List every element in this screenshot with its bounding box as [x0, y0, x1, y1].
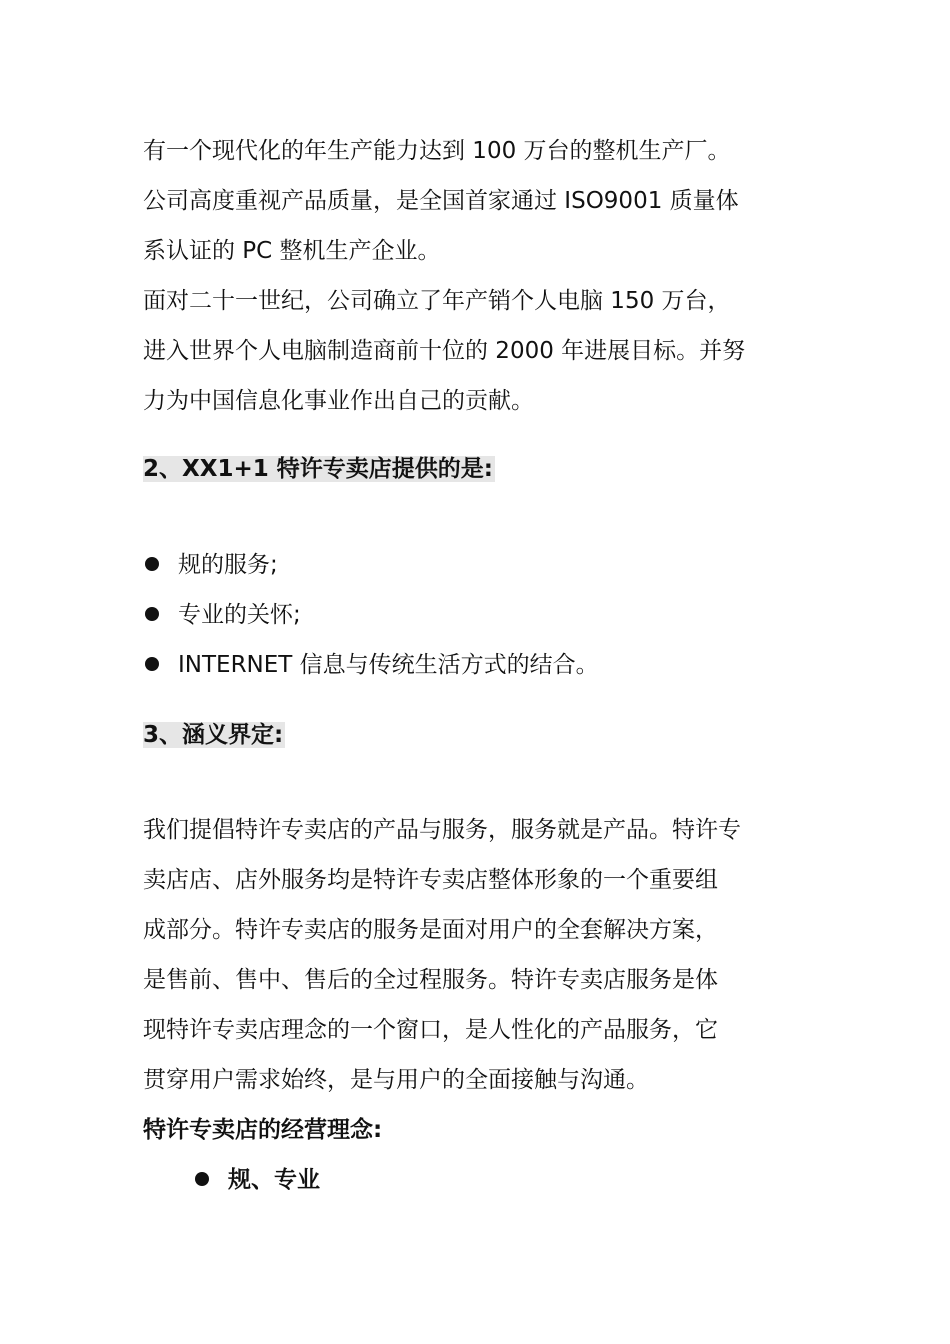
bullet-text: 规的服务;	[178, 552, 278, 578]
business-philosophy-heading: 特许专卖店的经营理念:	[143, 1117, 383, 1143]
section-2-bullet-1	[145, 549, 278, 581]
bullet-dot-icon	[145, 557, 159, 571]
philosophy-bullet-1	[195, 1164, 320, 1196]
section-3-line-4: 是售前、售中、售后的全过程服务。特许专卖店服务是体	[143, 967, 718, 993]
bullet-dot-icon	[145, 607, 159, 621]
section-3-line-6: 贯穿用户需求始终，是与用户的全面接触与沟通。	[143, 1067, 649, 1093]
section-2-heading-text: 2、XX1+1 特许专卖店提供的是:	[143, 456, 493, 482]
section-3-heading-text: 3、涵义界定:	[143, 722, 284, 748]
section-3-line-5: 现特许专卖店理念的一个窗口，是人性化的产品服务，它	[143, 1017, 718, 1043]
intro-line-4: 面对二十一世纪，公司确立了年产销个人电脑 150 万台，	[143, 288, 731, 314]
section-3-heading	[143, 719, 285, 751]
intro-line-1: 有一个现代化的年生产能力达到 100 万台的整机生产厂。	[143, 138, 731, 164]
bullet-text: 专业的关怀;	[178, 602, 301, 628]
section-2-bullet-2	[145, 599, 301, 631]
section-3-line-1: 我们提倡特许专卖店的产品与服务，服务就是产品。特许专	[143, 817, 741, 843]
bullet-dot-icon	[145, 657, 159, 671]
section-3-line-3: 成部分。特许专卖店的服务是面对用户的全套解决方案，	[143, 917, 718, 943]
section-3-line-2: 卖店店、店外服务均是特许专卖店整体形象的一个重要组	[143, 867, 718, 893]
section-2-heading	[143, 453, 495, 485]
intro-line-3: 系认证的 PC 整机生产企业。	[143, 238, 441, 264]
section-2-bullet-3	[145, 649, 599, 681]
intro-line-2: 公司高度重视产品质量，是全国首家通过 ISO9001 质量体	[143, 188, 739, 214]
intro-line-5: 进入世界个人电脑制造商前十位的 2000 年进展目标。并努	[143, 338, 746, 364]
bullet-dot-icon	[195, 1172, 209, 1186]
bullet-text: INTERNET 信息与传统生活方式的结合。	[178, 652, 599, 678]
intro-line-6: 力为中国信息化事业作出自己的贡献。	[143, 388, 534, 414]
bullet-text: 规、专业	[228, 1167, 320, 1193]
